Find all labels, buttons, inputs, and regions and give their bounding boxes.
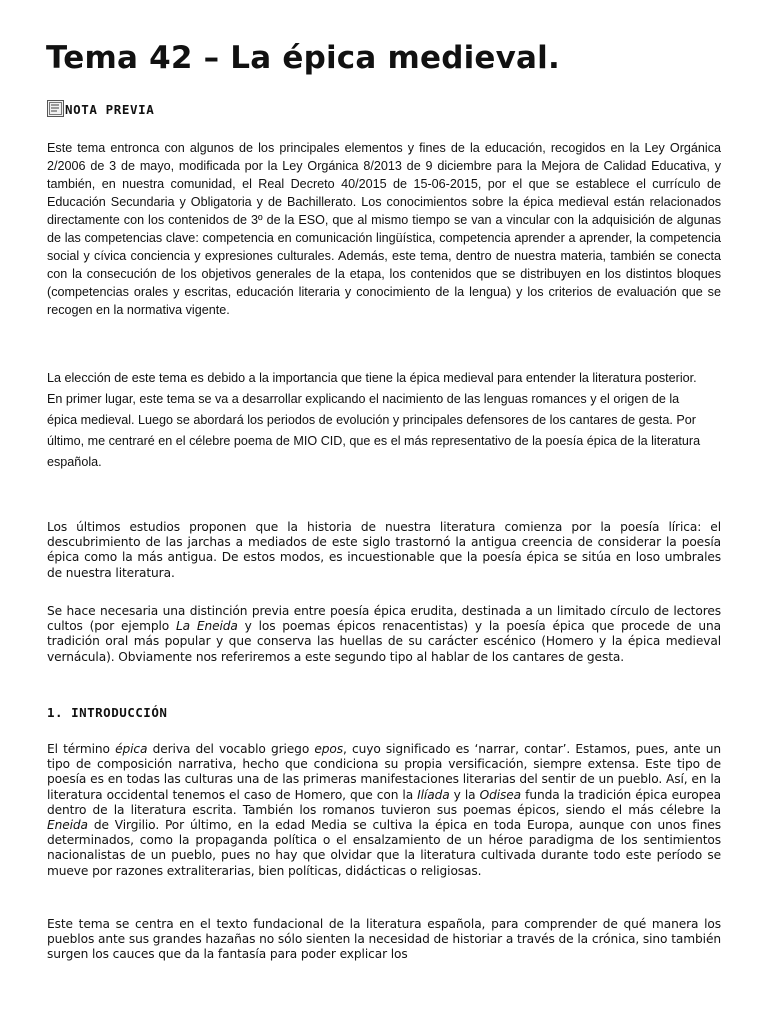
paragraph-topic-focus: Este tema se centra en el texto fundacional de la literatura española, para comprender de qué manera los pueblos ante sus grandes hazañas no sólo sienten la necesidad de historiar a través de la crónica, sino también surgen los cauces que da la fantasía para poder explicar los <box>47 917 721 962</box>
italic-title: La Eneida <box>175 619 238 634</box>
italic-title: Eneida <box>47 818 88 833</box>
text-run: El término <box>47 742 116 756</box>
text-run: y los poemas épicos renacentistas) y la poesía épica que procede de una tradición oral más popular y que conserva las huellas de su carácter escénico (Homero y la épica medieval vernácula). Obviamente nos referiremos a este segundo tipo al hablar de los cantares de gesta. <box>47 619 722 664</box>
paragraph-epic-distinction <box>47 604 721 665</box>
page-title: Tema 42 – La épica medieval. <box>46 40 560 76</box>
text-run: funda la tradición épica europea dentro de la literatura escrita. También los romanos tuvieron sus poemas épicos, siendo el más célebre la <box>47 787 721 817</box>
text-run: , cuyo significado es ‘narrar, contar’. Estamos, pues, ante un tipo de composición narrativa, hecho que condiciona su propia versificación, siempre extensa. Este tipo de poesía es en todas las culturas una de las primeras manifestaciones literarias del sentir de un pueblo. Así, en la literatura occidental tenemos el caso de Homero, que con la <box>47 742 721 802</box>
note-heading <box>47 97 154 117</box>
note-heading-label: NOTA PREVIA <box>65 102 155 117</box>
italic-title: Odisea <box>479 787 522 802</box>
text-run: Se hace necesaria una distinción previa entre poesía épica erudita, destinada a un limitado círculo de lectores cultos (por ejemplo <box>47 604 721 634</box>
italic-term: epos <box>314 742 344 756</box>
text-run: deriva del vocablo griego <box>147 742 315 756</box>
paragraph-lyric-origins: Los últimos estudios proponen que la historia de nuestra literatura comienza por la poesía lírica: el descubrimiento de las jarchas a mediados de este siglo trastornó la antigua creencia de considerar la poesía épica como la más antigua. De estos modos, es incuestionable que la poesía épica se sitúa en loso umbrales de nuestra literatura. <box>47 520 721 580</box>
text-run: de Virgilio. Por último, en la edad Media se cultiva la épica en toda Europa, aunque con unos fines determinados, como la propaganda política o el ensalzamiento de un héroe paradigma de los sentimientos nacionalistas de un pueblo, pues no hay que olvidar que la literatura cultivada durante todo este período se mueve por razones extraliterarias, bien políticas, didácticas o religiosas. <box>47 818 721 878</box>
paragraph-introduction <box>47 742 721 879</box>
italic-term: épica <box>115 742 148 756</box>
document-icon <box>47 100 64 117</box>
paragraph-topic-choice: La elección de este tema es debido a la importancia que tiene la épica medieval para entender la literatura posterior. En primer lugar, este tema se va a desarrollar explicando el nacimiento de las lenguas romances y el origen de la épica medieval. Luego se abordará los periodos de evolución y principales defensores de los cantares de gesta. Por último, me centraré en el célebre poema de MIO CID, que es el más representativo de la poesía épica de la literatura española. <box>47 371 701 469</box>
paragraph-intro-note: Este tema entronca con algunos de los principales elementos y fines de la educación, recogidos en la Ley Orgánica 2/2006 de 3 de mayo, modificada por la Ley Orgánica 8/2013 de 9 diciembre para la Mejora de Calidad Educativa, y también, en nuestra comunidad, el Real Decreto 40/2015 de 15-06-2015, por el que se establece el currículo de Educación Secundaria y Obligatoria y de Bachillerato. Los conocimientos sobre la épica medieval están relacionados directamente con los contenidos de 3º de la ESO, que al mismo tiempo se van a vincular con la adquisición de algunas de las competencias clave: competencia en comunicación lingüística, competencia aprender a aprender, la competencia social y cívica conciencia y expresiones culturales. Además, este tema, dentro de nuestra materia, también se conecta con la consecución de los objetivos generales de la etapa, los contenidos que se distribuyen en los distintos bloques (competencias orales y escritas, educación literaria y conocimiento de la lengua) y los criterios de evaluación que se recogen en la normativa vigente. <box>47 141 721 317</box>
italic-title: Ilíada <box>417 787 450 802</box>
section-heading-introduccion: 1. INTRODUCCIÓN <box>47 705 168 720</box>
text-run: y la <box>449 787 480 802</box>
